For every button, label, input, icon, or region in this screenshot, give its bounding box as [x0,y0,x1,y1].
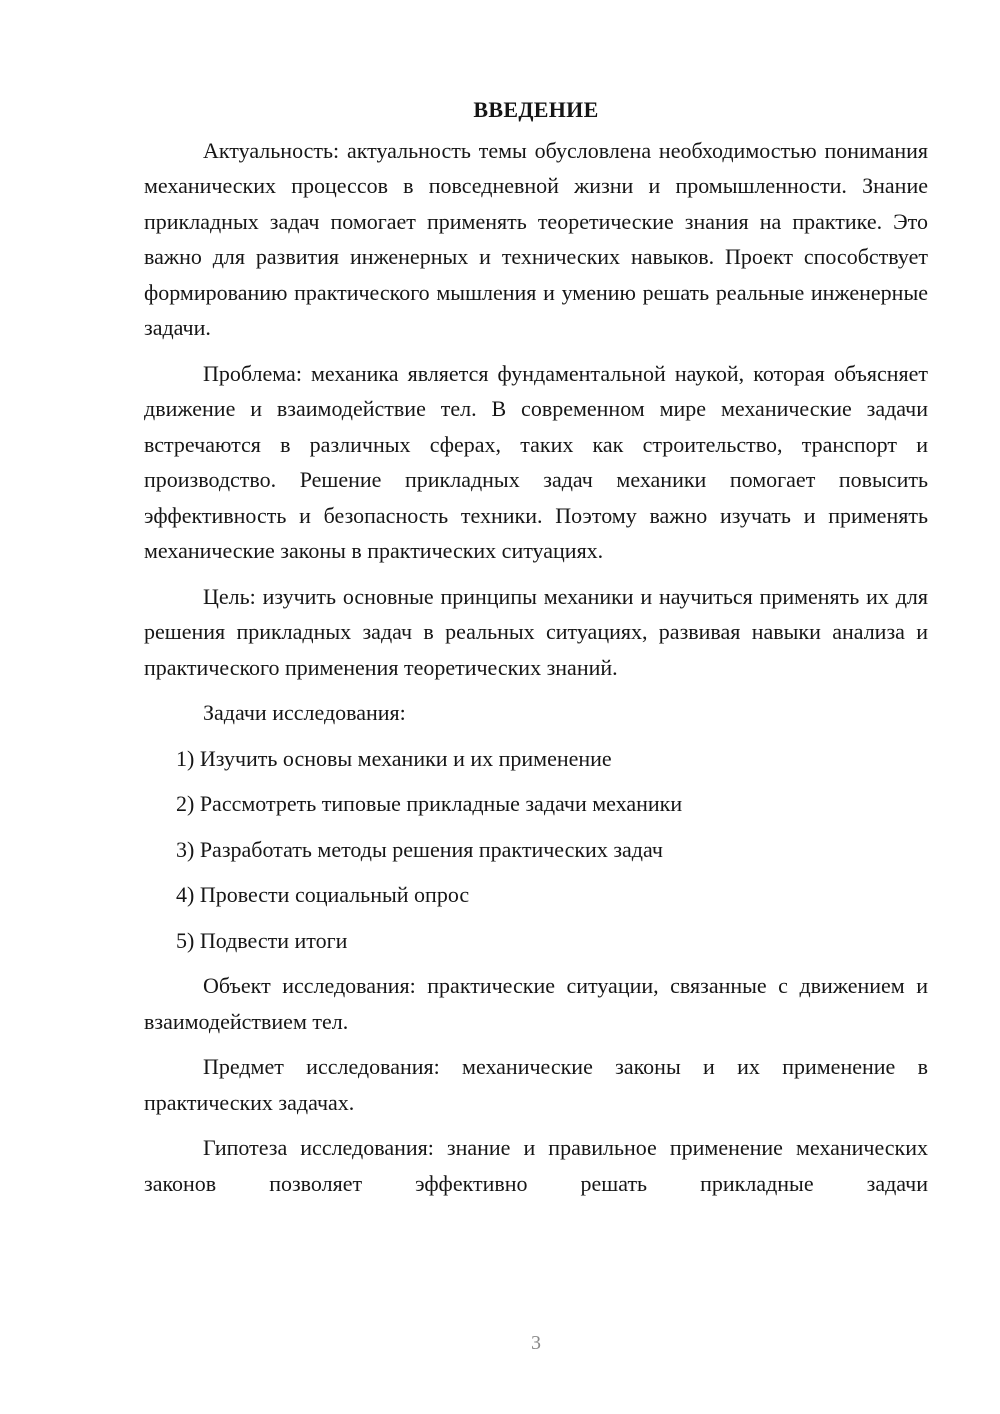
tasks-list [144,741,928,959]
goal-paragraph: Цель: изучить основные принципы механики и научиться применять их для решения прикладных задач в реальных ситуациях, развивая навыки анализа и практического применения теоретических знаний. [144,583,928,680]
task-item: 4) Провести социальный опрос [176,882,470,907]
task-item: 5) Подвести итоги [176,927,348,953]
page-number: 3 [531,1332,541,1354]
problem-paragraph: Проблема: механика является фундаментальной наукой, которая объясняет движение и взаимодействие тел. В современном мире механические задачи встречаются в различных сферах, таких как строительство, транспорт и производство. Решение прикладных задач механики помогает повысить эффективность и безопасность техники. Поэтому важно изучать и применять механические законы в практических ситуациях. [144,360,928,563]
hypothesis-paragraph: Гипотеза исследования: знание и правильное применение механических законов позволяет эффективно решать прикладные задачи [144,1135,928,1196]
section-title: ВВЕДЕНИЕ [473,97,599,122]
relevance-paragraph: Актуальность: актуальность темы обусловлена необходимостью понимания механических процессов в повседневной жизни и промышленности. Знание прикладных задач помогает применять теоретические знания на практике. Это важно для развития инженерных и технических навыков. Проект способствует формированию практического мышления и умению решать реальные инженерные задачи. [144,137,928,340]
object-paragraph: Объект исследования: практические ситуации, связанные с движением и взаимодействием тел. [144,973,928,1034]
task-item: 3) Разработать методы решения практических задач [176,836,663,862]
task-item: 1) Изучить основы механики и их применение [176,745,612,771]
subject-paragraph: Предмет исследования: механические законы и их применение в практических задачах. [144,1054,928,1115]
tasks-heading: Задачи исследования: [203,700,406,725]
page-content [144,92,928,1211]
task-item: 2) Рассмотреть типовые прикладные задачи механики [176,791,683,816]
